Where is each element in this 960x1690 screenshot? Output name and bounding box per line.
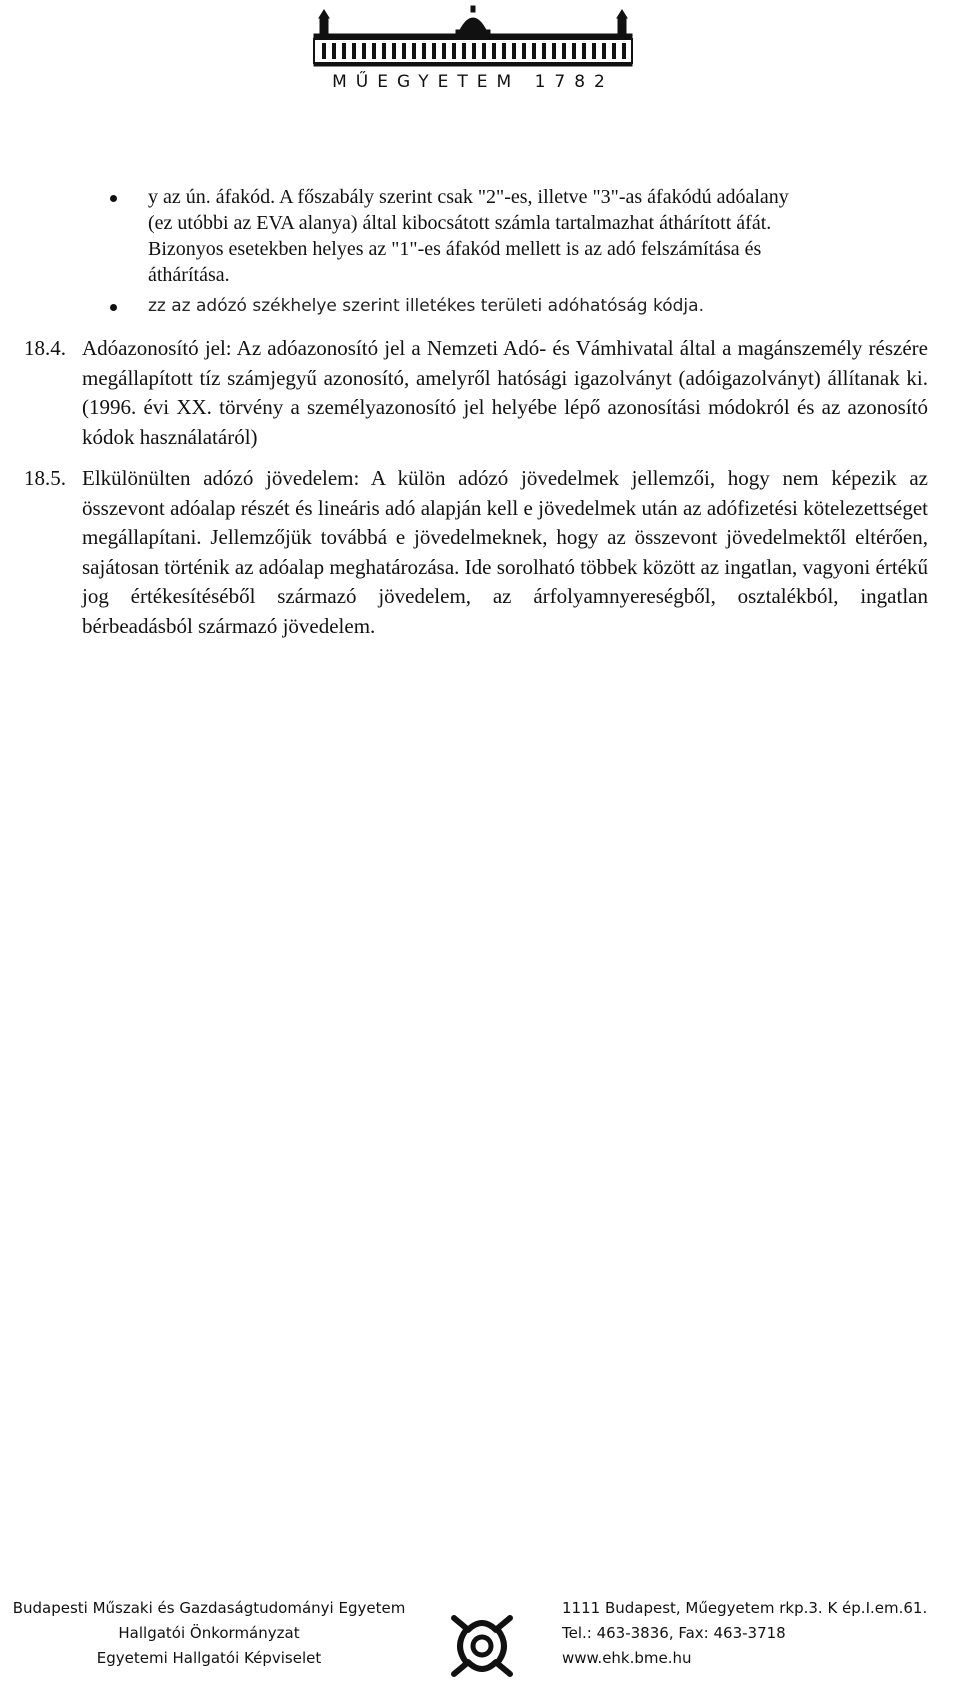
footer-line: Hallgatói Önkormányzat (118, 1624, 300, 1642)
bullet-text (148, 292, 928, 320)
section-paragraph: Adóazonosító jel: Az adóazonosító jel a Nemzeti Adó- és Vámhivatal által a magánszemély részére megállapított tíz számjegyű azonosító, amelyről hatósági igazolványt (adóigazolványt) állítanak ki. (1996. évi XX. törvény a személyazonosító jel helyébe lépő azonosítási módokról és az azonosító kódok használatáról) (82, 336, 928, 449)
bullet-icon (110, 195, 117, 202)
page-footer (0, 1596, 960, 1690)
section-paragraph: Elkülönülten adózó jövedelem: A külön adózó jövedelmek jellemzői, hogy nem képezik az összevont adóalap részét és lineáris adó alapján kell e jövedelmek után az adófizetési kötelezettséget megállapítani. Jellemzőjük továbbá e jövedelmeknek, hogy az összevont jövedelmektől eltérően, sajátosan történik az adóalap meghatározása. Ide sorolható többek között az ingatlan, vagyoni értékű jog értékesítéséből származó jövedelem, az árfolyamnyereségből, osztalékból, ingatlan bérbeadásból származó jövedelem. (82, 466, 928, 638)
footer-contact (562, 1596, 960, 1671)
footer-line: Egyetemi Hallgatói Képviselet (96, 1649, 322, 1667)
bullet-item (24, 292, 928, 320)
bullet-line: (ez utóbbi az EVA alanya) által kibocsátott számla tartalmazhat áthárított áfát. (148, 212, 772, 234)
ehk-logo-icon (446, 1608, 518, 1684)
bullet-line: áthárítása. (148, 264, 230, 286)
footer-line: Budapesti Műszaki és Gazdaságtudományi Egyetem (12, 1599, 406, 1617)
section-18-5 (24, 464, 928, 641)
bullet-icon (110, 304, 117, 311)
document-body (24, 184, 928, 641)
bullet-line: Bizonyos esetekben helyes az "1"-es áfakód mellett is az adó felszámítása és (148, 238, 762, 260)
bullet-text (148, 184, 928, 288)
section-number: 18.5. (24, 466, 66, 490)
bullet-line: y az ún. áfakód. A főszabály szerint csak "2"-es, illetve "3"-as áfakódú adóalany (148, 186, 789, 208)
bullet-item (24, 184, 928, 288)
footer-website-link[interactable]: www.ehk.bme.hu (562, 1649, 692, 1667)
footer-phone: Tel.: 463-3836, Fax: 463-3718 (562, 1624, 786, 1642)
footer-organization (4, 1596, 414, 1671)
bullet-line: zz az adózó székhelye szerint illetékes területi adóhatóság kódja. (148, 296, 704, 316)
footer-address: 1111 Budapest, Műegyetem rkp.3. K ép.I.em.61. (562, 1599, 928, 1617)
section-number: 18.4. (24, 336, 66, 360)
logo-wordmark: MŰEGYETEM 1782 (332, 72, 614, 92)
section-18-4 (24, 334, 928, 452)
